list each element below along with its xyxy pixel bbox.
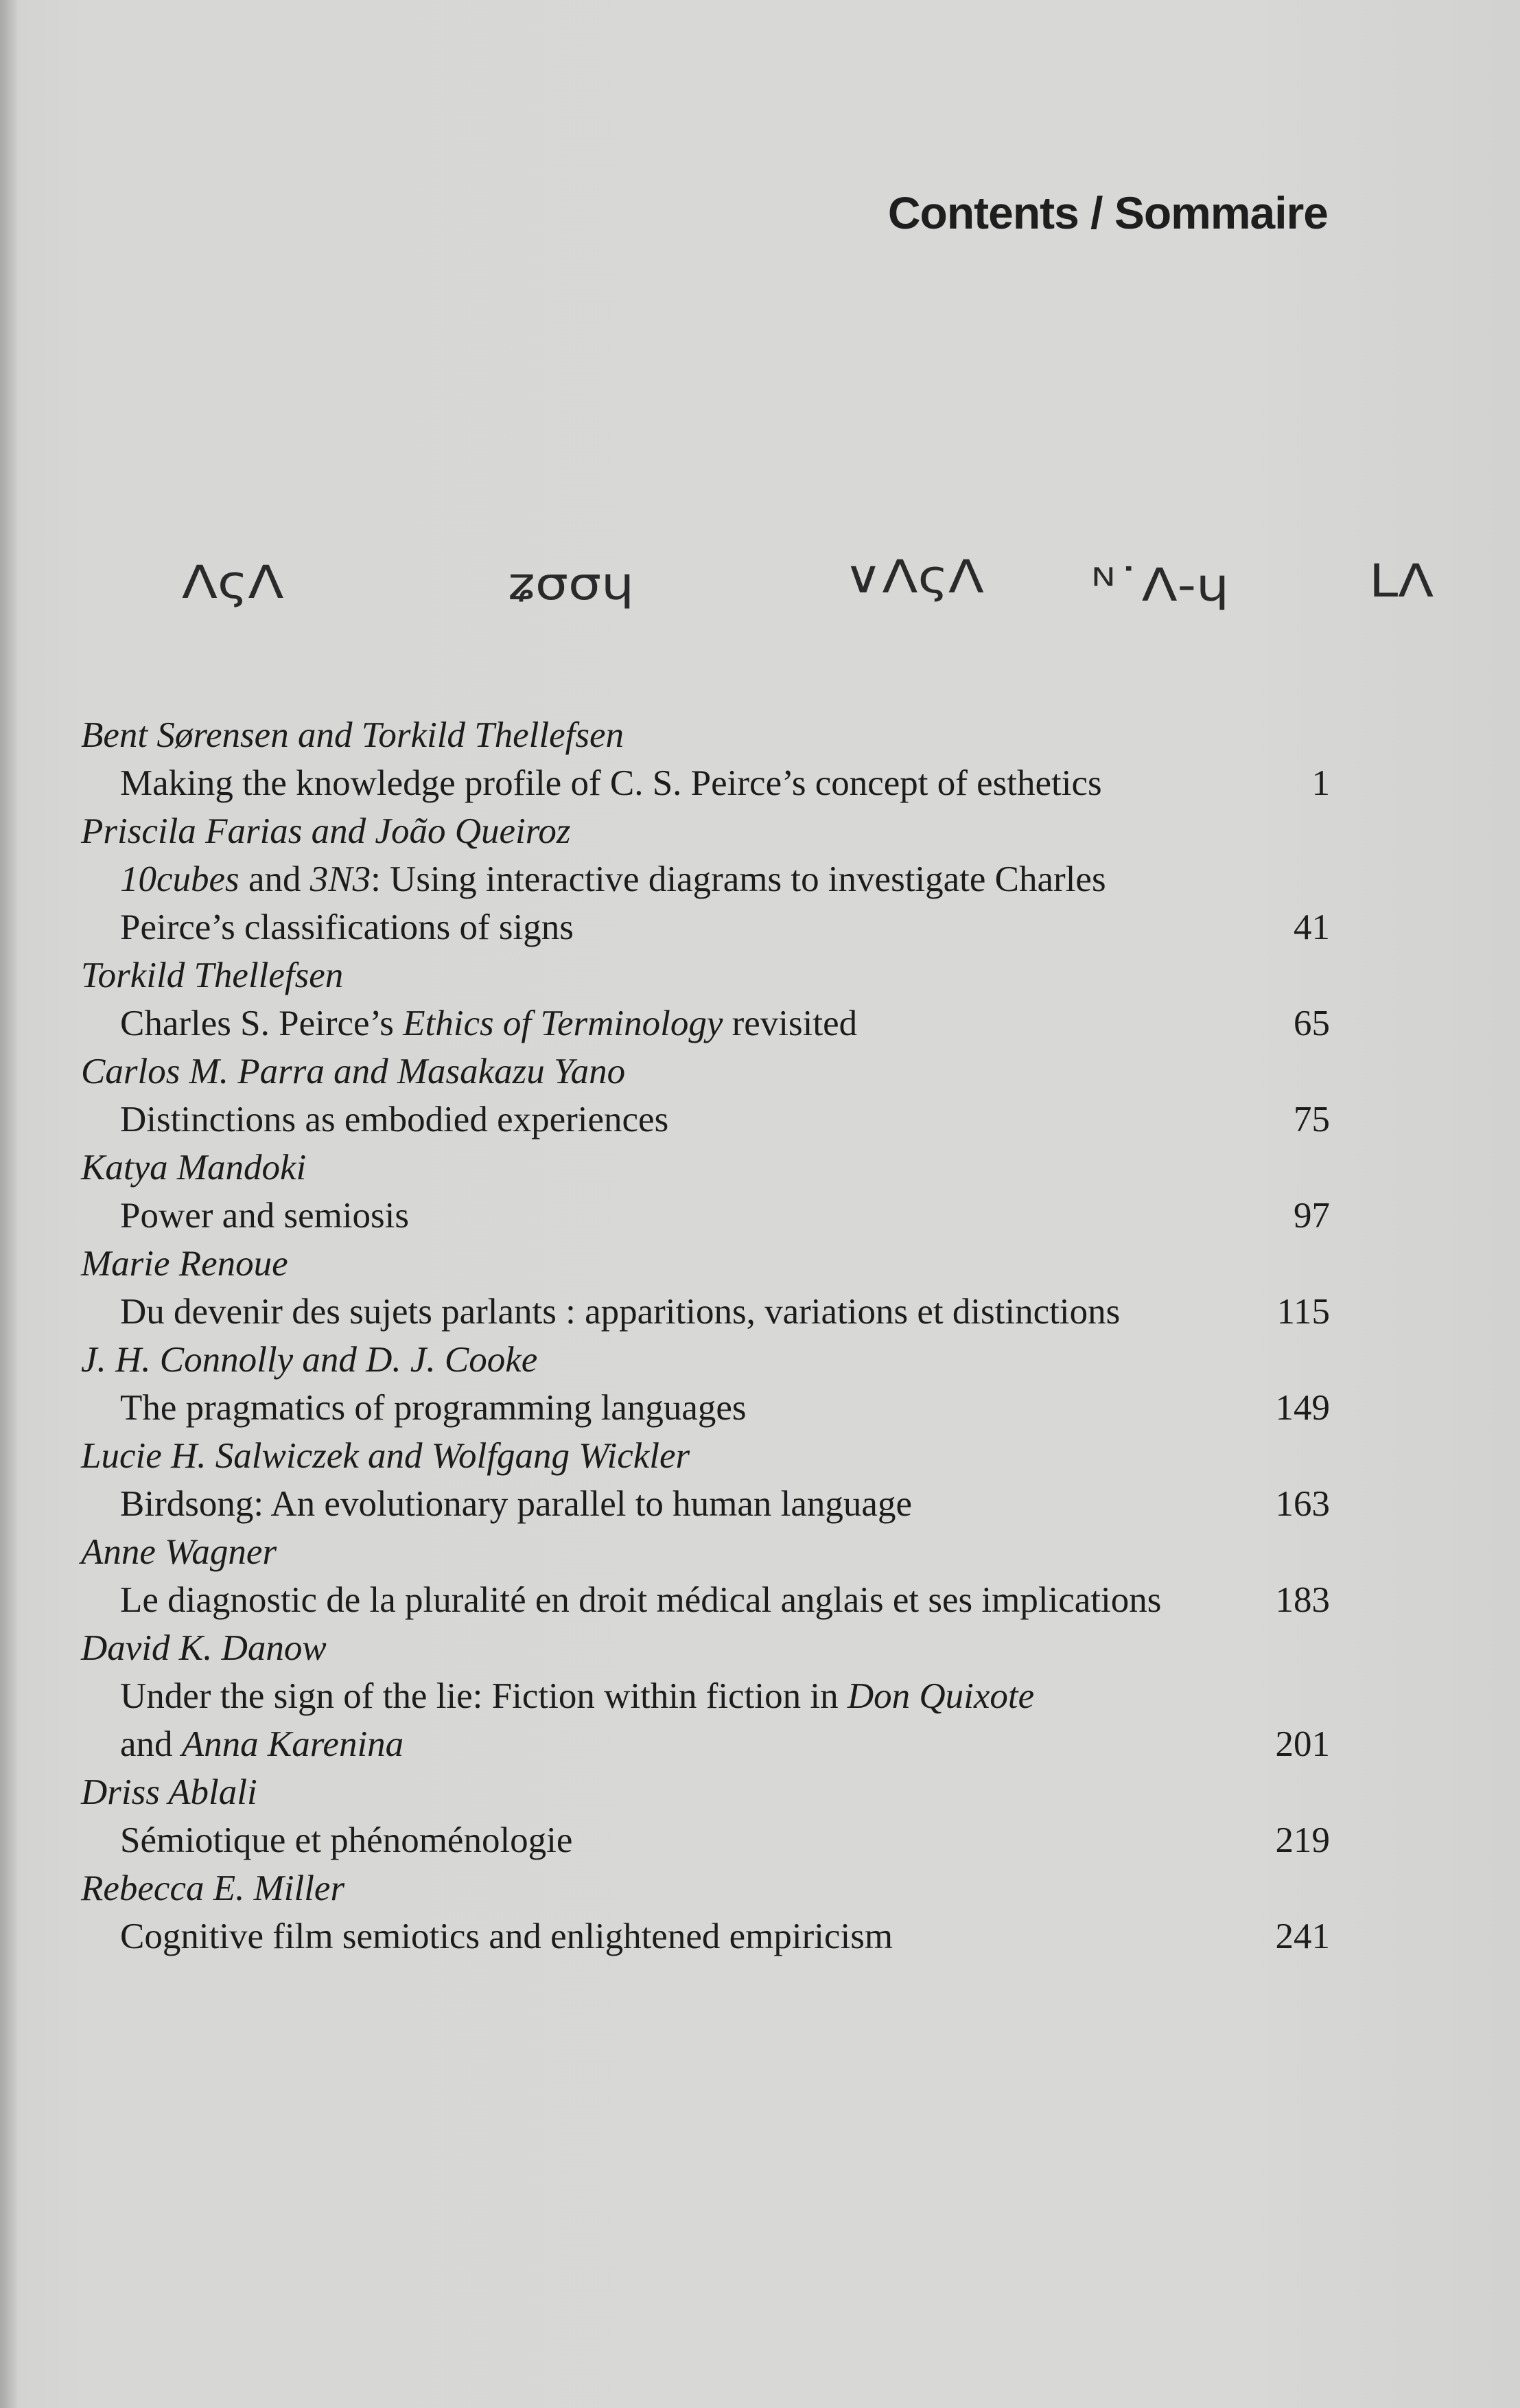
handwritten-note-2: ʑσσɥ [508,557,635,610]
entry-title-row [81,1096,1330,1144]
entry-title-part: Charles S. Peirce’s [120,1004,404,1043]
entry-title-part: and [239,859,310,899]
entry-author: Katya Mandoki [81,1148,307,1188]
toc-entry [81,807,1330,951]
entry-title[interactable]: Sémiotique et phénoménologie [120,1820,573,1860]
entry-page-number: 241 [1275,1917,1330,1956]
entry-page-number: 201 [1275,1724,1330,1764]
entry-title-row [81,1912,1330,1960]
entry-title-italic: Ethics of Terminology [403,1004,723,1043]
entry-author: Rebecca E. Miller [81,1868,345,1908]
handwritten-note-5: LΛ [1369,555,1434,607]
handwritten-note-3: ∨ΛςΛ [844,551,984,603]
entry-title[interactable] [120,999,857,1047]
toc-entry [81,1240,1330,1336]
entry-page-number: 65 [1294,1004,1330,1043]
entry-title-row [81,1576,1330,1624]
entry-page-number: 41 [1294,907,1330,947]
entry-title-part: : Using interactive diagrams to investigate Charles Peirce’s classifications of signs [120,859,1106,947]
entry-title[interactable]: Power and semiosis [120,1196,410,1236]
entry-title-row [81,855,1330,951]
toc-entry [81,1864,1330,1960]
toc-entry [81,951,1330,1047]
toc-entry [81,711,1330,807]
entry-page-number: 149 [1275,1388,1330,1428]
entry-author: J. H. Connolly and D. J. Cooke [81,1340,538,1380]
entry-title[interactable] [120,1672,1034,1768]
entry-page-number: 219 [1275,1820,1330,1860]
handwritten-note-1: ΛςΛ [182,556,284,609]
entry-title[interactable]: Le diagnostic de la pluralité en droit médical anglais et ses implications [120,1580,1162,1620]
entry-title-row [81,759,1330,807]
binding-shadow [0,0,18,2408]
entry-title-italic: Don Quixote [847,1676,1035,1716]
entry-title-part: and [120,1724,182,1764]
entry-author: Marie Renoue [81,1244,288,1284]
toc-entry [81,1624,1330,1768]
entry-title[interactable] [120,855,1163,951]
entry-title[interactable]: Distinctions as embodied experiences [120,1100,669,1139]
entry-title-row [81,1192,1330,1240]
entry-author: Priscila Farias and João Queiroz [81,811,571,851]
entry-title[interactable]: The pragmatics of programming languages [120,1388,747,1428]
entry-page-number: 115 [1276,1292,1330,1332]
entry-title-part: revisited [723,1004,858,1043]
entry-page-number: 1 [1311,763,1330,803]
entry-title[interactable]: Birdsong: An evolutionary parallel to human language [120,1484,912,1524]
entry-title-row [81,999,1330,1047]
table-of-contents [81,711,1330,1960]
toc-entry [81,1528,1330,1624]
entry-page-number: 97 [1294,1196,1330,1236]
entry-title-row [81,1480,1330,1528]
toc-entry [81,1144,1330,1240]
entry-title[interactable]: Making the knowledge profile of C. S. Peirce’s concept of esthetics [120,763,1102,803]
toc-entry [81,1432,1330,1528]
entry-page-number: 75 [1294,1100,1330,1139]
entry-author: Anne Wagner [81,1532,277,1572]
toc-entry [81,1047,1330,1144]
entry-author: Bent Sørensen and Torkild Thellefsen [81,715,624,755]
toc-entry [81,1768,1330,1864]
entry-title[interactable]: Cognitive film semiotics and enlightened empiricism [120,1917,893,1956]
handwritten-notes [0,542,1520,625]
entry-author: Torkild Thellefsen [81,956,344,995]
toc-entry [81,1336,1330,1432]
page-heading: Contents / Sommaire [887,187,1328,238]
handwritten-note-4: ᴺ˙Λ-ɥ [1091,559,1230,612]
entry-author: Lucie H. Salwiczek and Wolfgang Wickler [81,1436,690,1476]
entry-title-italic: Anna Karenina [181,1724,404,1764]
entry-author: Driss Ablali [81,1772,257,1812]
entry-title-row [81,1384,1330,1432]
entry-title-row [81,1816,1330,1864]
entry-author: David K. Danow [81,1628,327,1668]
entry-title-part: Under the sign of the lie: Fiction within fiction in [120,1676,847,1716]
entry-title-italic: 3N3 [309,859,371,899]
entry-title-row [81,1288,1330,1336]
entry-author: Carlos M. Parra and Masakazu Yano [81,1052,626,1091]
entry-title[interactable]: Du devenir des sujets parlants : apparitions, variations et distinctions [120,1292,1121,1332]
entry-page-number: 163 [1275,1484,1330,1524]
entry-page-number: 183 [1275,1580,1330,1620]
entry-title-italic: 10cubes [120,859,239,899]
entry-title-row [81,1672,1330,1768]
